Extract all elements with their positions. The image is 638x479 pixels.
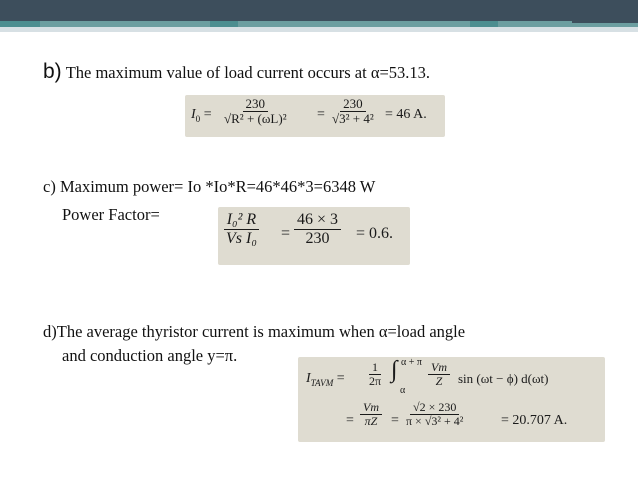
formula-b-den2: √3² + 4² (332, 110, 374, 126)
part-b-label: b) (43, 60, 62, 83)
header-band-light (0, 27, 638, 32)
formula-power-factor (218, 207, 410, 265)
formula-b-result: = 46 A. (385, 107, 427, 122)
formula-c-den2: 230 (305, 229, 330, 247)
formula-d-frac4-num: √2 × 230 (410, 401, 459, 415)
formula-d-frac2-den: Z (435, 373, 443, 388)
formula-thyristor-current (298, 357, 605, 442)
part-c-line-1: c) Maximum power= Io *Io*R=46*46*3=6348 W (43, 177, 376, 196)
formula-b-fraction-2 (329, 97, 377, 126)
formula-d-eq2: = (346, 413, 354, 428)
formula-b-den1: √R² + (ωL)² (224, 110, 287, 126)
formula-c-eq1: = (281, 225, 291, 242)
header-band-dark (0, 0, 638, 21)
formula-b-num1: 230 (243, 97, 269, 112)
formula-d-fraction-2 (428, 361, 450, 388)
formula-c-num1: I₀² R (224, 212, 259, 230)
formula-d-fraction-1 (366, 361, 384, 388)
formula-d-integrand: sin (ωt − ϕ) d(ωt) (458, 371, 549, 386)
formula-load-current (185, 95, 445, 137)
formula-d-lhs-sub: TAVM (310, 377, 334, 388)
formula-d-fraction-3 (360, 401, 382, 428)
part-d-line-1: d)The average thyristor current is maximum when α=load angle (43, 322, 466, 341)
formula-d-frac1-num: 1 (369, 361, 381, 375)
formula-d-frac3-num: Vm (360, 401, 382, 415)
formula-b-fraction-1 (221, 97, 290, 126)
formula-c-num2: 46 × 3 (294, 212, 341, 230)
formula-b-eq2: = (317, 107, 325, 122)
formula-d-fraction-4 (403, 401, 466, 428)
formula-c-den1: Vs I₀ (226, 229, 257, 247)
formula-c-result: = 0.6. (356, 225, 394, 242)
formula-d-eq1: = (336, 371, 345, 386)
formula-d-upper: α + π (401, 357, 422, 368)
formula-b-lhs: I (191, 107, 196, 122)
formula-b-eq1: = (203, 107, 212, 122)
part-d-line-2: and conduction angle y=π. (62, 346, 238, 365)
formula-d-eq3: = (391, 413, 399, 428)
part-c-line-2: Power Factor= (62, 205, 160, 224)
formula-d-lower: α (400, 385, 406, 396)
part-b-line (43, 60, 430, 84)
formula-d-integral: ∫ (391, 357, 398, 383)
integral-icon (391, 357, 398, 384)
formula-d-frac1-den: 2π (369, 373, 382, 388)
formula-d-result: = 20.707 A. (501, 413, 568, 428)
formula-c-fraction-1 (223, 212, 260, 247)
formula-d-lhs: I (306, 371, 311, 386)
formula-d-frac3-den: πZ (364, 413, 378, 428)
header-tab (572, 0, 638, 23)
formula-d-frac2-num: Vm (428, 361, 450, 375)
formula-b-lhs-sub: 0 (195, 113, 201, 124)
formula-c-fraction-2 (294, 212, 341, 247)
part-b-text: The maximum value of load current occurs at α=53.13. (65, 63, 431, 82)
formula-d-frac4-den: π × √3² + 4² (406, 413, 464, 428)
formula-b-num2: 230 (340, 97, 366, 112)
